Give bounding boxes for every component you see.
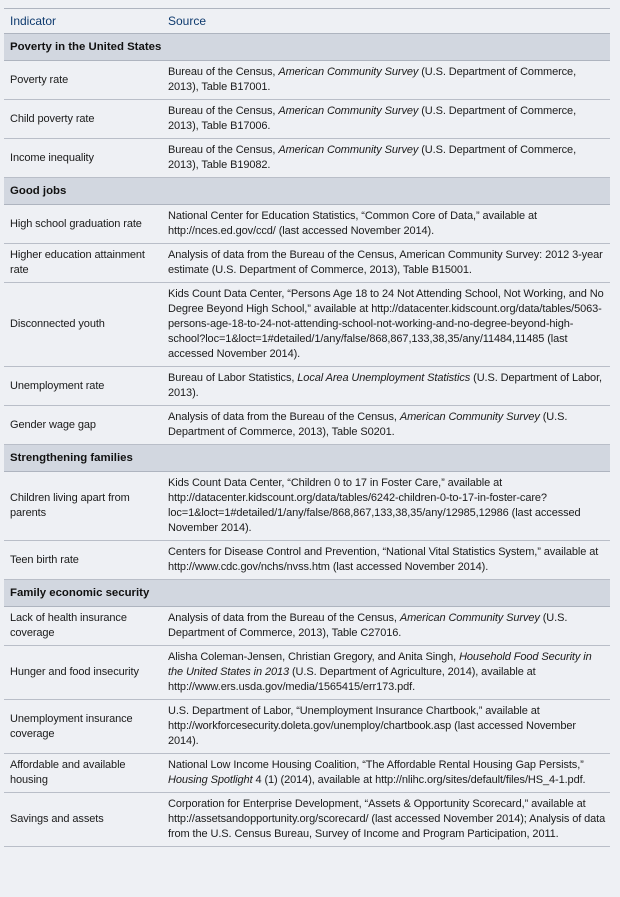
source-title-italic: American Community Survey <box>399 612 540 624</box>
section-header-row <box>4 178 610 205</box>
section-header-row <box>4 34 610 61</box>
source-text: Centers for Disease Control and Prevention, “National Vital Statistics System,” available at http://www.cdc.gov/nchs/nvss.htm (last accessed November 2014). <box>168 546 599 573</box>
indicator-cell: Affordable and available housing <box>4 754 162 793</box>
source-text: (U.S. Department of Commerce, 2013), Table B19082. <box>168 144 577 171</box>
section-header-row <box>4 580 610 607</box>
source-cell <box>162 793 610 847</box>
indicator-cell: Savings and assets <box>4 793 162 847</box>
source-text: Alisha Coleman-Jensen, Christian Gregory, and Anita Singh, <box>168 651 460 663</box>
indicator-cell: Disconnected youth <box>4 283 162 367</box>
table-row <box>4 283 610 367</box>
source-title-italic: Housing Spotlight <box>168 774 253 786</box>
table-row <box>4 700 610 754</box>
table-row <box>4 541 610 580</box>
source-cell <box>162 700 610 754</box>
source-text: Analysis of data from the Bureau of the Census, American Community Survey: 2012 3-year estimate (U.S. Department of Commerce, 2013), Table B15001. <box>168 249 603 276</box>
indicator-cell: Unemployment rate <box>4 367 162 406</box>
indicator-cell: High school graduation rate <box>4 205 162 244</box>
section-title: Good jobs <box>4 178 610 205</box>
indicator-source-table <box>4 8 610 847</box>
source-title-italic: American Community Survey <box>399 411 540 423</box>
source-cell <box>162 283 610 367</box>
section-title: Family economic security <box>4 580 610 607</box>
source-title-italic: Household Food Security in the United States in 2013 <box>168 651 592 678</box>
source-cell <box>162 61 610 100</box>
section-title: Strengthening families <box>4 445 610 472</box>
source-title-italic: American Community Survey <box>278 144 419 156</box>
source-text: Bureau of the Census, <box>168 144 279 156</box>
table-row <box>4 244 610 283</box>
source-text: (U.S. Department of Commerce, 2013), Table B17001. <box>168 66 577 93</box>
indicator-cell: Child poverty rate <box>4 100 162 139</box>
source-text: Bureau of Labor Statistics, <box>168 372 298 384</box>
source-cell <box>162 754 610 793</box>
source-text: (U.S. Department of Labor, 2013). <box>168 372 602 399</box>
indicator-cell: Hunger and food insecurity <box>4 646 162 700</box>
indicator-cell: Lack of health insurance coverage <box>4 607 162 646</box>
source-cell <box>162 139 610 178</box>
indicator-cell: Teen birth rate <box>4 541 162 580</box>
source-cell <box>162 406 610 445</box>
table-row <box>4 607 610 646</box>
source-text: Kids Count Data Center, “Children 0 to 17 in Foster Care,” available at http://datacenter.kidscount.org/data/tables/6242-children-0-to-17-in-foster-care?loc=1&loct=1#detailed/1/any/false/868,867,133,38,35/any/12985,12986 (last accessed November 2014). <box>168 477 581 534</box>
section-header-row <box>4 445 610 472</box>
table-header-row <box>4 9 610 34</box>
source-cell <box>162 100 610 139</box>
source-title-italic: American Community Survey <box>278 66 419 78</box>
indicator-cell: Gender wage gap <box>4 406 162 445</box>
source-text: Bureau of the Census, <box>168 66 279 78</box>
table-row <box>4 754 610 793</box>
table-row <box>4 646 610 700</box>
table-body <box>4 34 610 847</box>
section-title: Poverty in the United States <box>4 34 610 61</box>
indicator-cell: Unemployment insurance coverage <box>4 700 162 754</box>
indicator-column-header: Indicator <box>4 9 162 34</box>
source-cell <box>162 244 610 283</box>
source-text: (U.S. Department of Commerce, 2013), Table B17006. <box>168 105 577 132</box>
source-text: Analysis of data from the Bureau of the Census, <box>168 612 400 624</box>
source-text: (U.S. Department of Agriculture, 2014), available at http://www.ers.usda.gov/media/1565415/err173.pdf. <box>168 666 536 693</box>
source-text: U.S. Department of Labor, “Unemployment Insurance Chartbook,” available at http://workforcesecurity.doleta.gov/unemploy/chartbook.asp (last accessed November 2014). <box>168 705 576 747</box>
source-text: National Low Income Housing Coalition, “The Affordable Rental Housing Gap Persists,” <box>168 759 584 771</box>
table-row <box>4 793 610 847</box>
indicator-cell: Higher education attainment rate <box>4 244 162 283</box>
source-text: Bureau of the Census, <box>168 105 279 117</box>
source-column-header: Source <box>162 9 610 34</box>
table-row <box>4 100 610 139</box>
source-text: 4 (1) (2014), available at http://nlihc.org/sites/default/files/HS_4-1.pdf. <box>252 774 586 786</box>
source-cell <box>162 367 610 406</box>
source-text: Corporation for Enterprise Development, “Assets & Opportunity Scorecard,” available at http://assetsandopportunity.org/scorecard/ (last accessed November 2014); Analysis of data from the U.S. Census Bureau, Survey of Income and Program Participation, 2011. <box>168 798 606 840</box>
table-row <box>4 61 610 100</box>
source-text: National Center for Education Statistics, “Common Core of Data,” available at http://nces.ed.gov/ccd/ (last accessed November 2014). <box>168 210 537 237</box>
table-row <box>4 367 610 406</box>
source-cell <box>162 541 610 580</box>
source-text: (U.S. Department of Commerce, 2013), Table S0201. <box>168 411 568 438</box>
source-text: Analysis of data from the Bureau of the Census, <box>168 411 400 423</box>
source-text: Kids Count Data Center, “Persons Age 18 to 24 Not Attending School, Not Working, and No Degree Beyond High School,” available at http://datacenter.kidscount.org/data/tables/5063-persons-age-18-to-24-not-attending-school-not-working-and-no-degree-beyond-high-school?loc=1&loct=1#detailed/1/any/false/868,867,133,38,35/any/11484,11485 (last accessed November 2014). <box>168 288 604 360</box>
indicator-cell: Children living apart from parents <box>4 472 162 541</box>
table-row <box>4 139 610 178</box>
table-row <box>4 406 610 445</box>
source-title-italic: Local Area Unemployment Statistics <box>297 372 471 384</box>
source-text: (U.S. Department of Commerce, 2013), Table C27016. <box>168 612 568 639</box>
table-row <box>4 472 610 541</box>
source-cell <box>162 607 610 646</box>
indicator-cell: Poverty rate <box>4 61 162 100</box>
indicator-cell: Income inequality <box>4 139 162 178</box>
source-cell <box>162 205 610 244</box>
source-cell <box>162 646 610 700</box>
source-cell <box>162 472 610 541</box>
source-title-italic: American Community Survey <box>278 105 419 117</box>
table-row <box>4 205 610 244</box>
